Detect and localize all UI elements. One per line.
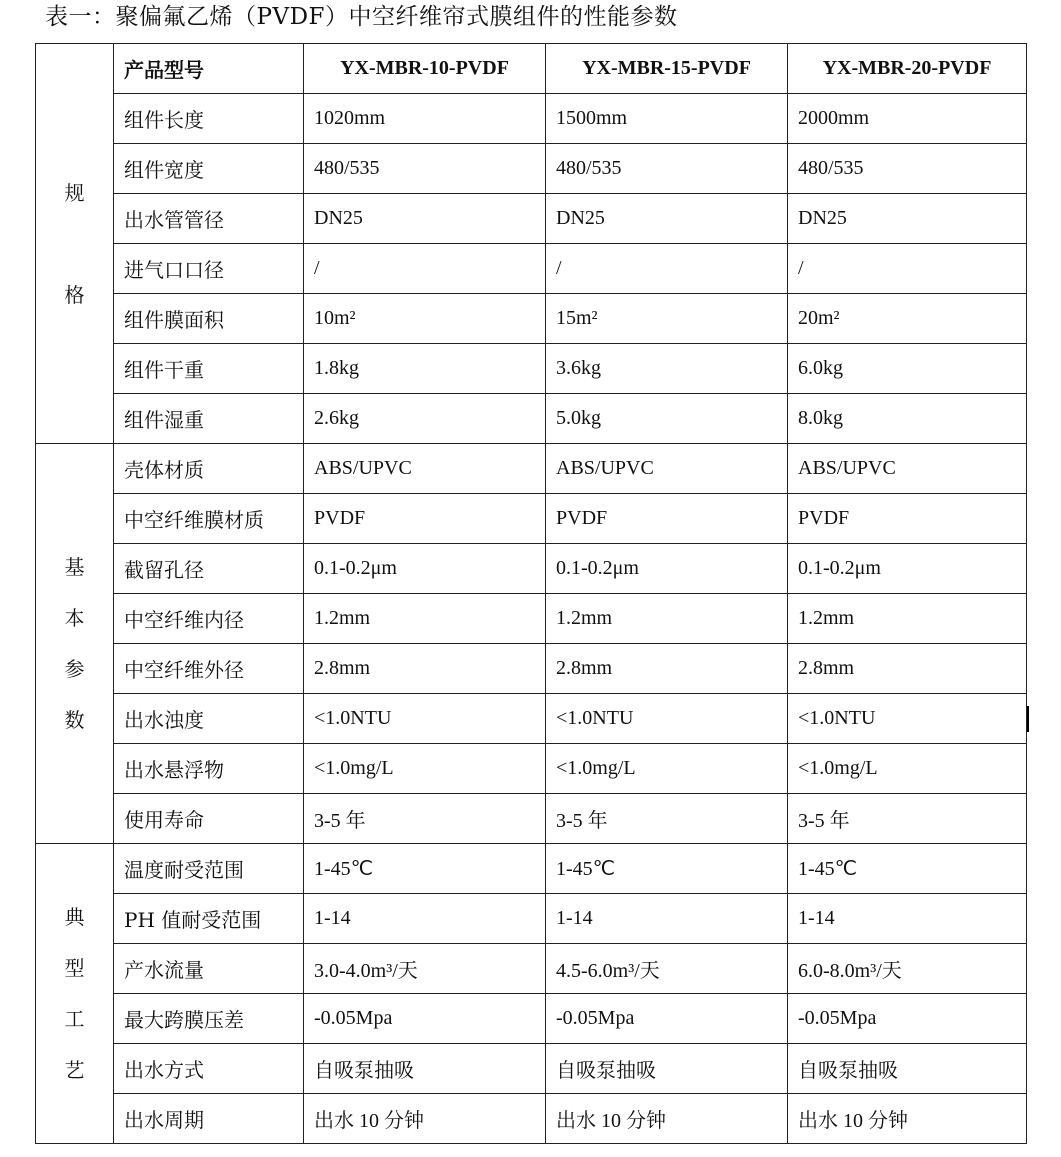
value-cell: 1-14	[546, 894, 788, 944]
category-char: 艺	[64, 1057, 85, 1082]
category-char: 参	[64, 656, 85, 681]
value-cell: 1.8kg	[304, 344, 546, 394]
value-cell: ABS/UPVC	[788, 444, 1027, 494]
value-cell: -0.05Mpa	[546, 994, 788, 1044]
param-name-cell: 出水方式	[114, 1044, 304, 1094]
category-char: 格	[64, 282, 85, 307]
value-cell: 0.1-0.2μm	[788, 544, 1027, 594]
value-cell: 1020mm	[304, 94, 546, 144]
value-cell: /	[788, 244, 1027, 294]
value-cell: 1-45℃	[546, 844, 788, 894]
param-name-cell: 壳体材质	[114, 444, 304, 494]
value-cell: 6.0-8.0m³/天	[788, 944, 1027, 994]
param-name-cell: 中空纤维内径	[114, 594, 304, 644]
table-row	[36, 994, 1027, 1044]
value-cell: 5.0kg	[546, 394, 788, 444]
value-cell: 1.2mm	[304, 594, 546, 644]
category-char: 典	[64, 904, 85, 929]
value-cell: 2000mm	[788, 94, 1027, 144]
value-cell: PVDF	[546, 494, 788, 544]
value-cell: -0.05Mpa	[788, 994, 1027, 1044]
table-row	[36, 694, 1027, 744]
param-name-cell: 温度耐受范围	[114, 844, 304, 894]
table-row	[36, 344, 1027, 394]
value-cell: DN25	[546, 194, 788, 244]
value-cell: <1.0NTU	[546, 694, 788, 744]
text-cursor	[1027, 706, 1029, 732]
value-cell: ABS/UPVC	[546, 444, 788, 494]
table-caption: 表一：聚偏氟乙烯（PVDF）中空纤维帘式膜组件的性能参数	[45, 4, 678, 30]
category-char: 工	[64, 1006, 85, 1031]
value-cell: 3-5 年	[546, 794, 788, 844]
param-name-cell: 进气口口径	[114, 244, 304, 294]
param-name-cell: 出水悬浮物	[114, 744, 304, 794]
value-cell: /	[546, 244, 788, 294]
value-cell: 480/535	[546, 144, 788, 194]
value-cell: 15m²	[546, 294, 788, 344]
param-name-cell: 组件湿重	[114, 394, 304, 444]
category-char: 基	[64, 554, 85, 579]
value-cell: 2.8mm	[546, 644, 788, 694]
value-cell: 1-14	[788, 894, 1027, 944]
table-row	[36, 494, 1027, 544]
category-char: 数	[64, 707, 85, 732]
value-cell: 4.5-6.0m³/天	[546, 944, 788, 994]
table-row	[36, 1044, 1027, 1094]
category-char: 本	[64, 605, 85, 630]
header-row	[36, 44, 1027, 94]
category-char: 规	[64, 180, 85, 205]
table-row	[36, 794, 1027, 844]
header-model-2: YX-MBR-15-PVDF	[546, 44, 788, 94]
header-model-label: 产品型号	[114, 44, 304, 94]
value-cell: <1.0mg/L	[304, 744, 546, 794]
param-name-cell: 组件宽度	[114, 144, 304, 194]
value-cell: 3-5 年	[788, 794, 1027, 844]
table-row	[36, 894, 1027, 944]
value-cell: 自吸泵抽吸	[788, 1044, 1027, 1094]
param-name-cell: 中空纤维膜材质	[114, 494, 304, 544]
table-row	[36, 444, 1027, 494]
table-row	[36, 644, 1027, 694]
value-cell: 20m²	[788, 294, 1027, 344]
value-cell: DN25	[788, 194, 1027, 244]
performance-table	[35, 43, 1027, 1144]
table-row	[36, 944, 1027, 994]
table-row	[36, 744, 1027, 794]
value-cell: ABS/UPVC	[304, 444, 546, 494]
value-cell: 3.0-4.0m³/天	[304, 944, 546, 994]
header-model-3: YX-MBR-20-PVDF	[788, 44, 1027, 94]
table-row	[36, 1094, 1027, 1144]
value-cell: 1-45℃	[304, 844, 546, 894]
table-row	[36, 144, 1027, 194]
value-cell: 10m²	[304, 294, 546, 344]
value-cell: 出水 10 分钟	[304, 1094, 546, 1144]
value-cell: 1-45℃	[788, 844, 1027, 894]
param-name-cell: 组件干重	[114, 344, 304, 394]
value-cell: 8.0kg	[788, 394, 1027, 444]
value-cell: 0.1-0.2μm	[304, 544, 546, 594]
value-cell: 出水 10 分钟	[546, 1094, 788, 1144]
value-cell: 2.6kg	[304, 394, 546, 444]
param-name-cell: PH 值耐受范围	[114, 894, 304, 944]
table-row	[36, 844, 1027, 894]
param-name-cell: 使用寿命	[114, 794, 304, 844]
table-row	[36, 194, 1027, 244]
value-cell: <1.0mg/L	[788, 744, 1027, 794]
param-name-cell: 产水流量	[114, 944, 304, 994]
value-cell: 2.8mm	[788, 644, 1027, 694]
value-cell: 1500mm	[546, 94, 788, 144]
param-name-cell: 组件膜面积	[114, 294, 304, 344]
category-cell-1	[36, 444, 114, 844]
value-cell: PVDF	[788, 494, 1027, 544]
param-name-cell: 出水管管径	[114, 194, 304, 244]
value-cell: <1.0NTU	[788, 694, 1027, 744]
value-cell: /	[304, 244, 546, 294]
table-row	[36, 244, 1027, 294]
value-cell: 3-5 年	[304, 794, 546, 844]
value-cell: 2.8mm	[304, 644, 546, 694]
table-row	[36, 294, 1027, 344]
value-cell: 480/535	[304, 144, 546, 194]
value-cell: 6.0kg	[788, 344, 1027, 394]
value-cell: 1.2mm	[546, 594, 788, 644]
table-row	[36, 94, 1027, 144]
value-cell: PVDF	[304, 494, 546, 544]
param-name-cell: 中空纤维外径	[114, 644, 304, 694]
param-name-cell: 出水浊度	[114, 694, 304, 744]
header-model-1: YX-MBR-10-PVDF	[304, 44, 546, 94]
value-cell: <1.0mg/L	[546, 744, 788, 794]
value-cell: <1.0NTU	[304, 694, 546, 744]
category-cell-2	[36, 844, 114, 1144]
value-cell: DN25	[304, 194, 546, 244]
param-name-cell: 截留孔径	[114, 544, 304, 594]
value-cell: 1.2mm	[788, 594, 1027, 644]
value-cell: 480/535	[788, 144, 1027, 194]
category-char: 型	[64, 955, 85, 980]
value-cell: -0.05Mpa	[304, 994, 546, 1044]
value-cell: 3.6kg	[546, 344, 788, 394]
table-row	[36, 394, 1027, 444]
param-name-cell: 出水周期	[114, 1094, 304, 1144]
table-row	[36, 544, 1027, 594]
value-cell: 自吸泵抽吸	[304, 1044, 546, 1094]
category-cell-0	[36, 44, 114, 444]
value-cell: 自吸泵抽吸	[546, 1044, 788, 1094]
table-row	[36, 594, 1027, 644]
value-cell: 出水 10 分钟	[788, 1094, 1027, 1144]
value-cell: 1-14	[304, 894, 546, 944]
value-cell: 0.1-0.2μm	[546, 544, 788, 594]
param-name-cell: 最大跨膜压差	[114, 994, 304, 1044]
param-name-cell: 组件长度	[114, 94, 304, 144]
